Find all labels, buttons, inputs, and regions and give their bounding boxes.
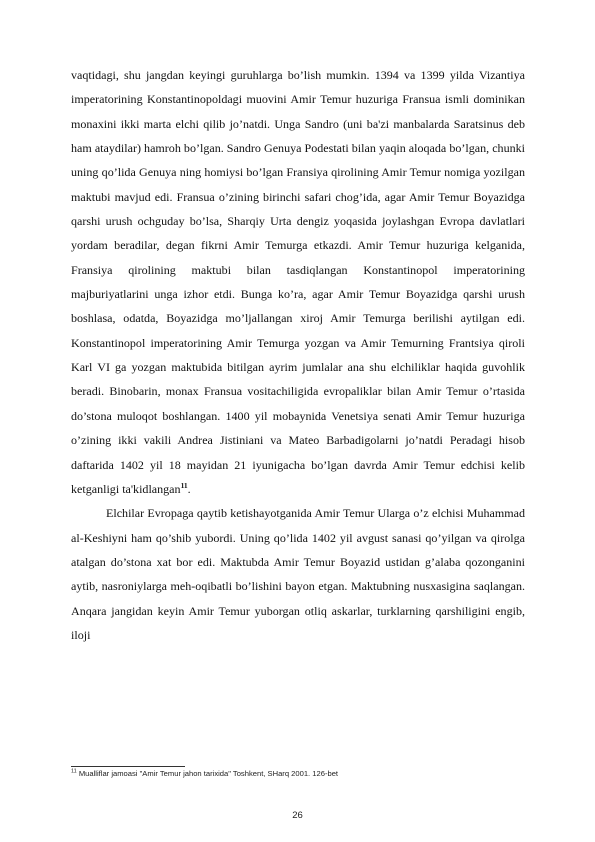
footnote-number: 11 (71, 768, 77, 775)
paragraph-1 (71, 63, 525, 501)
paragraph-1-end: . (187, 481, 191, 496)
footnote-text: Mualliflar jamoasi "Amir Temur jahon tarixida" Toshkent, SHarq 2001. 126-bet (76, 769, 339, 778)
body-text (71, 63, 525, 647)
paragraph-2: Elchilar Evropaga qaytib ketishayotganida Amir Temur Ularga o’z elchisi Muhammad al-Keshiyni ham qo’shib yubordi. Uning qo’lida 1402 yil avgust sanasi qo’yilgan va qirolga atalgan do’stona xat bor edi. Maktubda Amir Temur Boyazid ustidan g’alaba qozonganini aytib, nasroniylarga meh-oqibatli bo’lishini bayon etgan. Maktubning nusxasigina saqlangan. Anqara jangidan keyin Amir Temur yuborgan otliq askarlar, turklarning qarshiligini engib, iloji (71, 506, 525, 642)
page-number: 26 (292, 810, 303, 821)
footnote-reference[interactable]: 11 (180, 480, 188, 490)
footnote-divider (71, 766, 185, 767)
footnote (71, 769, 525, 779)
paragraph-1-text: vaqtidagi, shu jangdan keyingi guruhlarga bo’lish mumkin. 1394 va 1399 yilda Vizantiya imperatorining Konstantinopoldagi muovini Amir Temur huzuriga Fransua ismli dominikan monaxini ikki marta elchi qilib jo’natdi. Unga Sandro (uni ba'zi manbalarda Saratsinus deb ham ataydilar) hamroh bo’lgan. Sandro Genuya Podestati bilan yaqin aloqada bo’lgan, chunki uning qo’lida Genuya ning homiysi bo’lgan Fransiya qirolining Amir Temur nomiga yozilgan maktubi mavjud edi. Fransua o’zining birinchi safari chog’ida, agar Amir Temur Boyazidga qarshi urush ochguday bo’lsa, Sharqiy Urta dengiz yoqasida joylashgan Evropa davlatlari yordam beradilar, degan fikrni Amir Temurga etkazdi. Amir Temur huzuriga kelganida, Fransiya qirolining maktubi bilan tasdiqlangan Konstantinopol imperatorining majburiyatlarini unga izhor etdi. Bunga ko’ra, agar Amir Temur Boyazidga qarshi urush boshlasa, odatda, Boyazidga mo’ljallangan xiroj Amir Temurga berilishi aytilgan edi. Konstantinopol imperatorining Amir Temurga yozgan va Amir Temurning Frantsiya qiroli Karl VI ga yozgan maktubida bitilgan ayrim jumlalar ana shu elchiliklar haqida guvohlik beradi. Binobarin, monax Fransua vositachiligida evropaliklar bilan Amir Temur o’rtasida do’stona muloqot boshlangan. 1400 yil mobaynida Venetsiya senati Amir Temur huzuriga o’zining ikki vakili Andrea Jistiniani va Mateo Barbadigolarni jo’natdi Peradagi hisob daftarida 1402 yil 18 mayidan 21 iyunigacha bo’lgan davrda Amir Temur edchisi kelib ketganligi ta'kidlangan (71, 68, 525, 496)
